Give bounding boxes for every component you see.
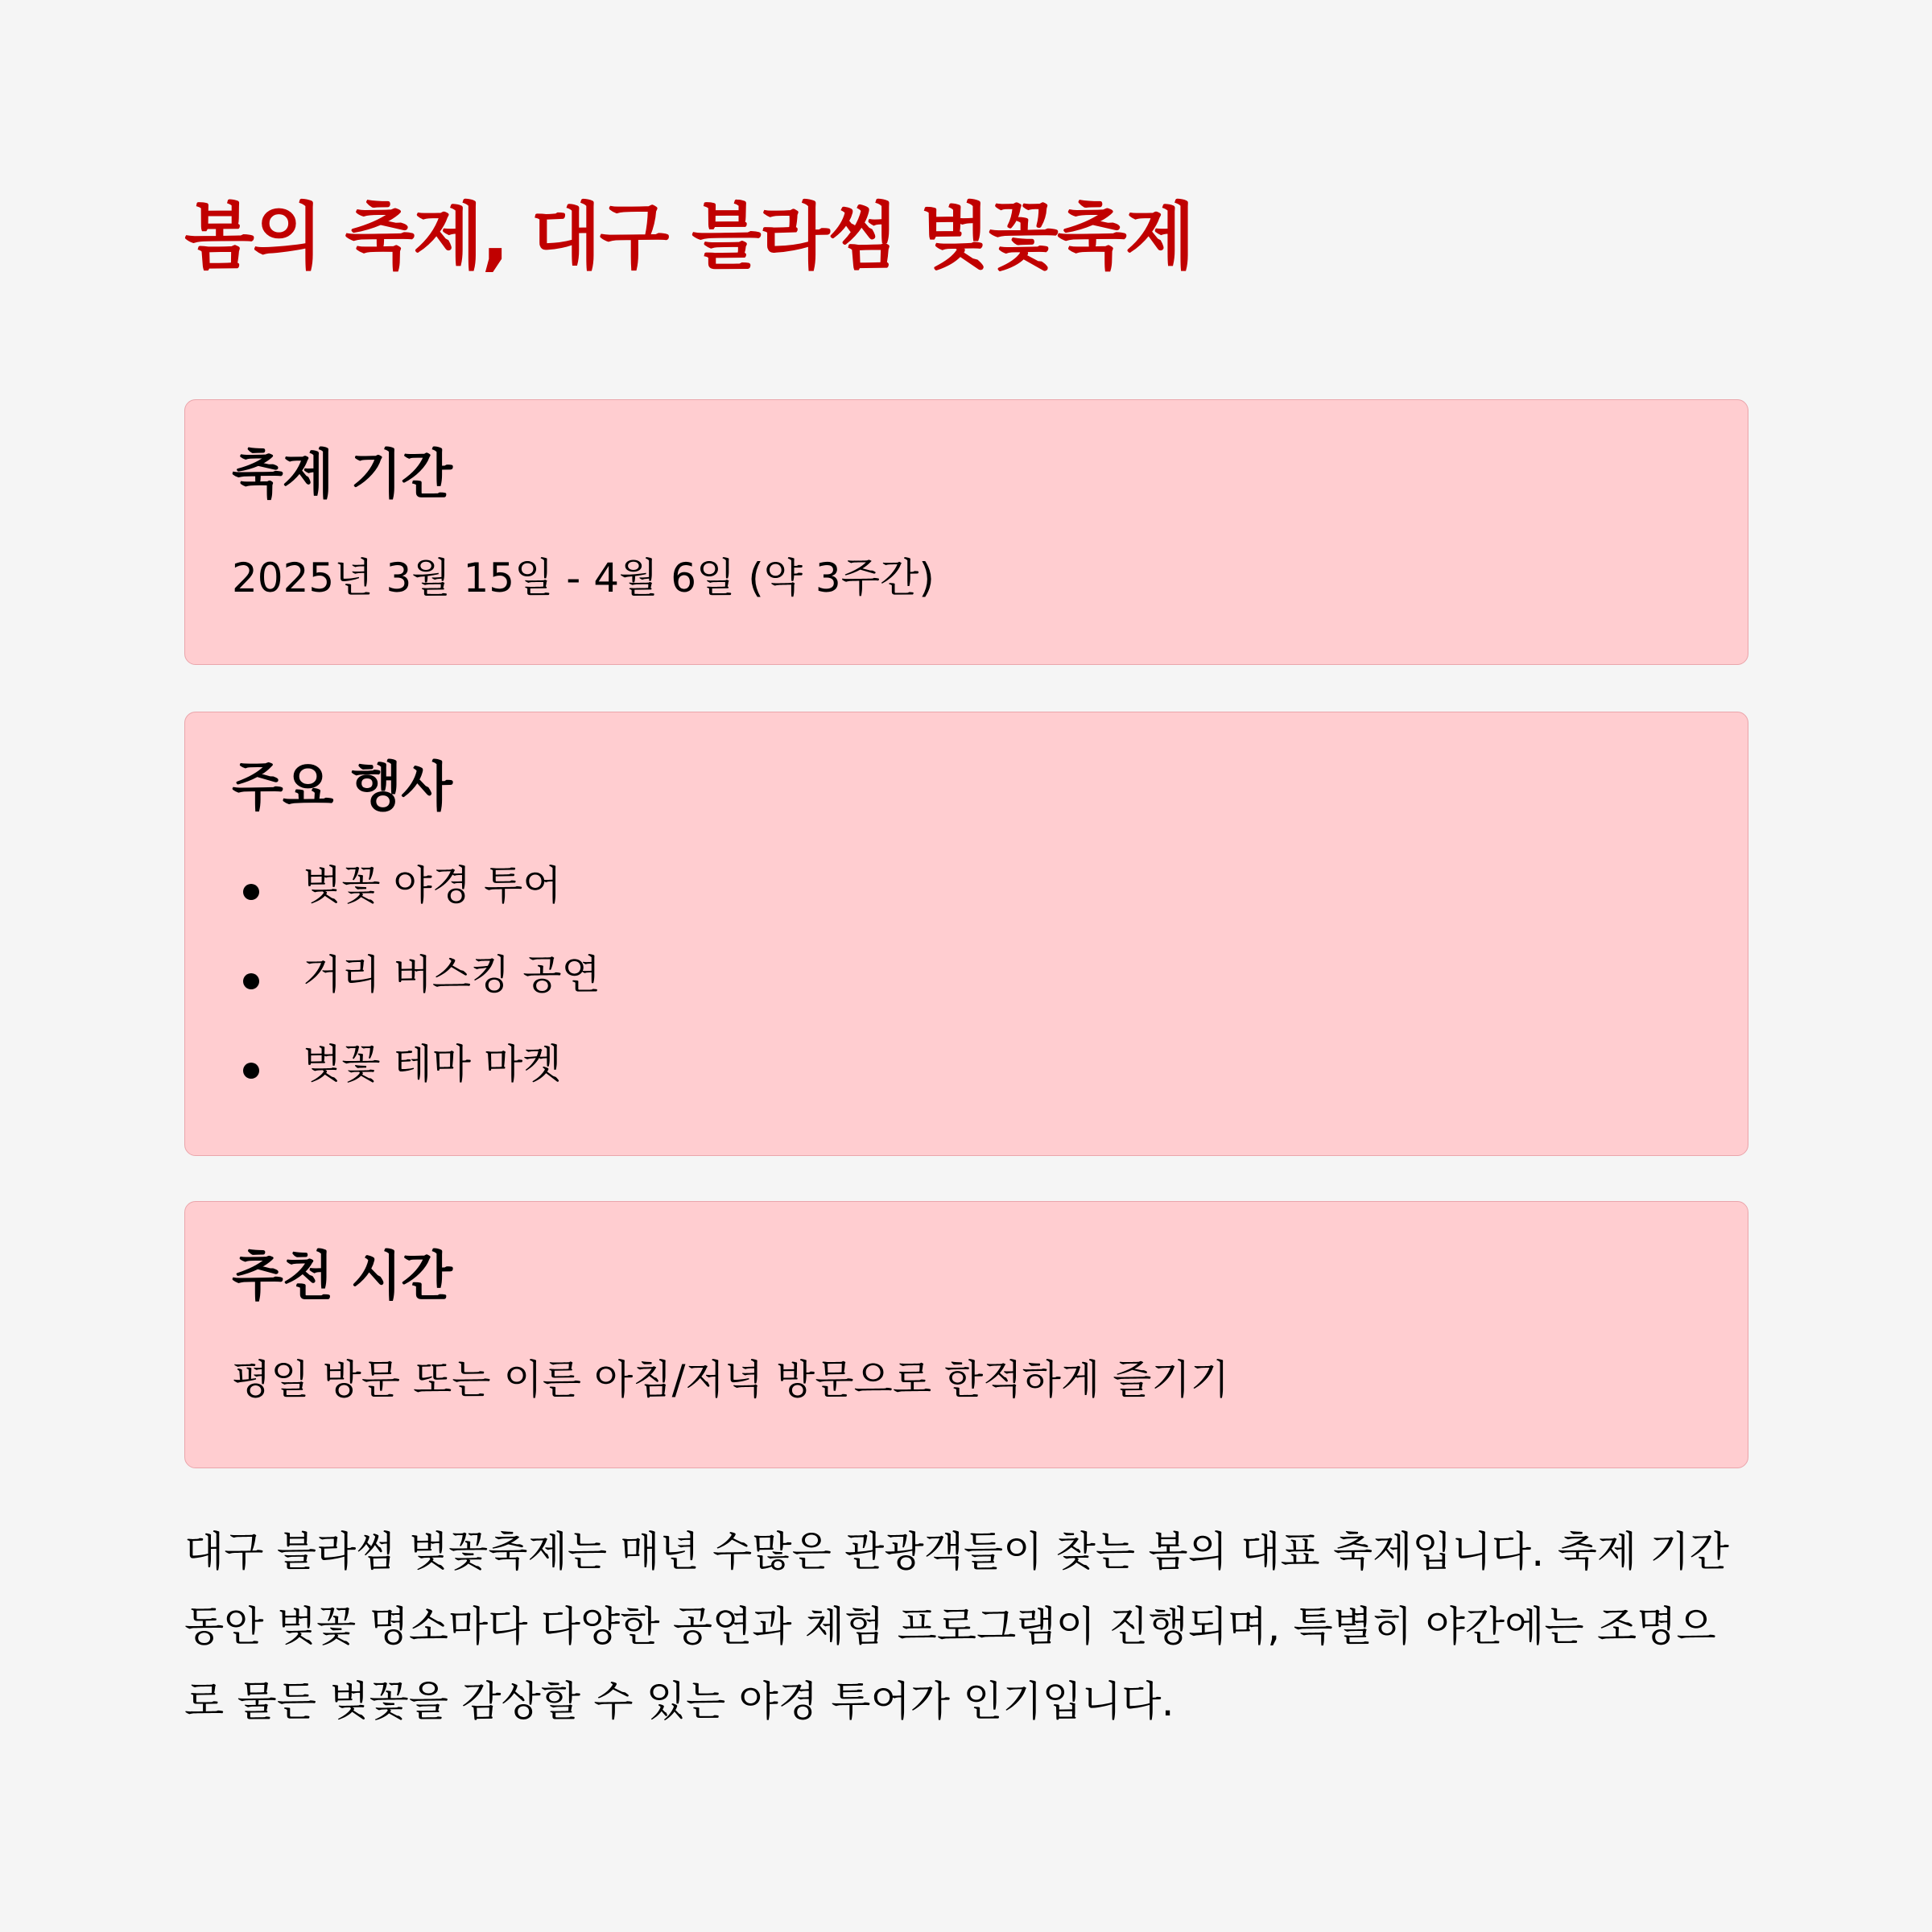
festival-period-text: 2025년 3월 15일 - 4월 6일 (약 3주간) bbox=[232, 555, 935, 601]
recommended-time-text: 평일 방문 또는 이른 아침/저녁 방문으로 한적하게 즐기기 bbox=[232, 1356, 1229, 1403]
recommended-time-card bbox=[184, 1201, 1748, 1468]
event-label: 벚꽃 테마 마켓 bbox=[303, 1041, 562, 1088]
main-events-title: 주요 행사 bbox=[232, 756, 452, 818]
bullet-icon bbox=[243, 884, 259, 900]
festival-period-card bbox=[184, 399, 1748, 665]
main-events-card bbox=[184, 712, 1748, 1156]
event-label: 거리 버스킹 공연 bbox=[303, 952, 601, 998]
recommended-time-title: 추천 시간 bbox=[232, 1245, 452, 1307]
event-label: 벚꽃 야경 투어 bbox=[303, 862, 562, 909]
page-title: 봄의 축제, 대구 블라썸 벚꽃축제 bbox=[184, 195, 1194, 279]
festival-period-title: 축제 기간 bbox=[232, 444, 452, 506]
bullet-icon bbox=[243, 973, 259, 989]
bullet-icon bbox=[243, 1063, 259, 1079]
festival-description: 대구 블라썸 벚꽃축제는 매년 수많은 관광객들이 찾는 봄의 대표 축제입니다. 축제 기간 동안 벚꽃 명소마다 다양한 공연과 체험 프로그램이 진행되며, 특별히 야간에는 조명으로 물든 벚꽃을 감상할 수 있는 야경 투어가 인기입니다. bbox=[184, 1529, 1729, 1726]
